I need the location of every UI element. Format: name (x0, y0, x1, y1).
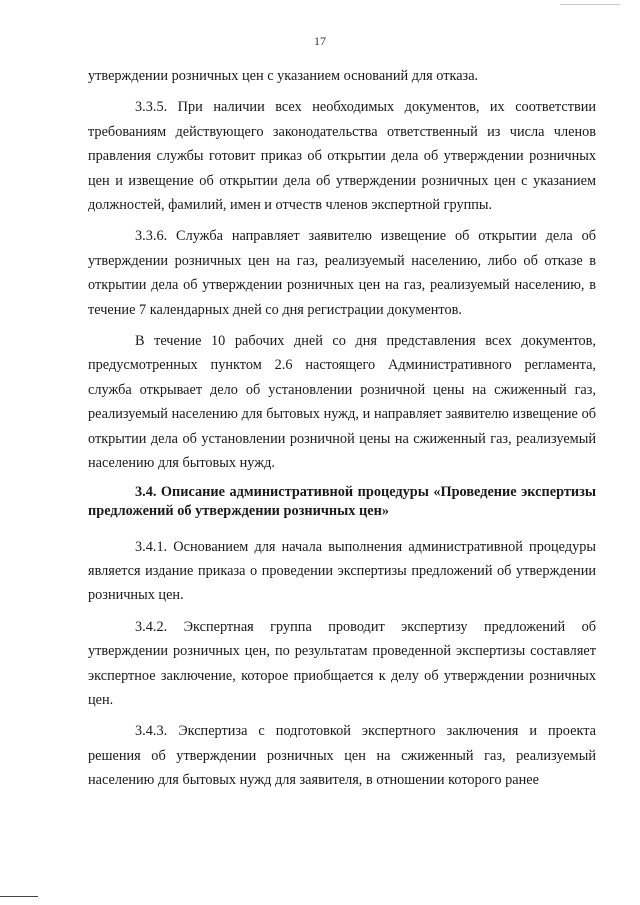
paragraph-10-days: В течение 10 рабочих дней со дня представления всех документов, предусмотренных пунктом 2.6 настоящего Административного регламента, служба открывает дело об установлении розничной цены на сжиженный газ, реализуемый населению для бытовых нужд, и направляет заявителю извещение об открытии дела об установлении розничной цены на сжиженный газ, реализуемый населению для бытовых нужд. (88, 333, 596, 472)
document-body (88, 64, 596, 800)
scan-edge-mark-bottom (0, 896, 38, 897)
page-number: 17 (314, 34, 326, 48)
paragraph-3-3-5: 3.3.5. При наличии всех необходимых документов, их соответствии требованиям действующего законодательства ответственный из числа членов правления службы готовит приказ об открытии дела об утверждении розничных цен и извещение об открытии дела об утверждении розничных цен с указанием должностей, фамилий, имен и отчеств членов экспертной группы. (88, 99, 596, 214)
paragraph-3-3-6: 3.3.6. Служба направляет заявителю извещение об открытии дела об утверждении розничных цен на газ, реализуемый населению, либо об отказе в открытии дела об утверждении розничных цен на газ, реализуемый населению, в течение 7 календарных дней со дня регистрации документов. (88, 228, 596, 318)
section-heading-3-4: 3.4. Описание административной процедуры «Проведение экспертизы предложений об утверждении розничных цен» (88, 483, 596, 519)
paragraph-3-4-2: 3.4.2. Экспертная группа проводит экспертизу предложений об утверждении розничных цен, по результатам проведенной экспертизы составляет экспертное заключение, которое приобщается к делу об утверждении розничных цен. (88, 618, 596, 708)
scan-edge-mark (560, 4, 620, 5)
paragraph-3-4-1: 3.4.1. Основанием для начала выполнения административной процедуры является издание приказа о проведении экспертизы предложений об утверждении розничных цен. (88, 538, 596, 604)
paragraph-continuation: утверждении розничных цен с указанием оснований для отказа. (88, 68, 479, 84)
paragraph-3-4-3: 3.4.3. Экспертиза с подготовкой экспертного заключения и проекта решения об утверждении розничных цен на сжиженный газ, реализуемый населению для бытовых нужд для заявителя, в отношении которого ранее (88, 723, 596, 789)
